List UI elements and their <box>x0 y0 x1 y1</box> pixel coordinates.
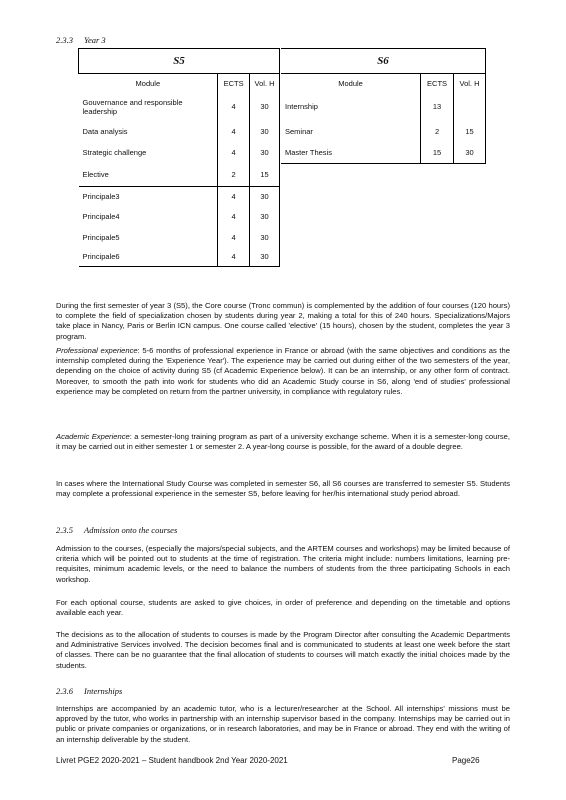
paragraph-label: Academic Experience <box>56 432 130 441</box>
s5-vol: 30 <box>250 92 280 121</box>
s5-vol: 30 <box>250 227 280 248</box>
s5-header-vol: Vol. H <box>250 74 280 93</box>
paragraph-core-course: During the first semester of year 3 (S5), the Core course (Tronc commun) is complemented by the addition of four courses (120 hours) to complete the field of specialization chosen by students during year 2, making a total for this of 240 hours. Specializations/Majors take place in Nancy, Paris or Berlin ICN campus. One course called 'elective' (15 hours), chosen by the student, completes the year 3 program. <box>56 301 510 341</box>
table-row <box>79 142 280 163</box>
paragraph-academic-experience <box>56 432 510 452</box>
s5-module: Strategic challenge <box>82 148 147 157</box>
s5-vol: 30 <box>250 186 280 206</box>
s5-header-module: Module <box>135 78 161 88</box>
section-heading-admission <box>56 525 177 535</box>
table-row <box>79 186 280 206</box>
s6-ects: 2 <box>421 121 454 142</box>
s5-module: Principale3 <box>79 186 218 206</box>
section-heading-year3 <box>56 35 106 45</box>
s6-module: Internship <box>285 102 318 111</box>
paragraph-text: : 5-6 months of professional experience in France or abroad (with the same objectives and conditions as the internship completed during the 'Experience Year'). The experience may be carried out during either of the two semesters of the year, depending on the choice of activity during S5 (cf Academic Experience below). It can be an internship, or any other form of contract. Moreover, to smooth the path into work for students who did an Academic Study course in S6, along 'end of studies' professional experience may be completed on return from the partner university, in compliance with regulatory rules. <box>56 346 510 396</box>
s5-module: Principale5 <box>82 233 120 242</box>
s5-vol: 30 <box>250 142 280 163</box>
table-row <box>281 142 486 163</box>
s6-vol: 30 <box>454 142 486 163</box>
footer-page-number: Page26 <box>452 756 480 765</box>
table-row <box>79 163 280 186</box>
s5-ects: 4 <box>218 121 250 142</box>
s6-module: Master Thesis <box>281 142 421 163</box>
s5-vol: 30 <box>250 121 280 142</box>
footer-left: Livret PGE2 2020-2021 – Student handbook 2nd Year 2020-2021 <box>56 756 288 765</box>
section-title: Admission onto the courses <box>84 525 178 535</box>
s5-vol: 30 <box>250 206 280 227</box>
s5-ects: 4 <box>218 142 250 163</box>
s5-ects: 4 <box>218 206 250 227</box>
section-number: 2.3.6 <box>56 686 73 696</box>
table-row <box>281 121 486 142</box>
s5-vol: 15 <box>250 163 280 186</box>
s5-module: Gouvernance and responsible leadership <box>82 97 183 116</box>
s5-module: Data analysis <box>82 127 128 136</box>
s5-title: S5 <box>79 49 280 74</box>
section-title: Internships <box>84 686 123 696</box>
table-row <box>79 206 280 227</box>
table-row <box>79 121 280 142</box>
s5-header-ects: ECTS <box>218 74 250 93</box>
s6-header-module: Module <box>338 78 363 88</box>
s5-ects: 4 <box>218 227 250 248</box>
s5-table <box>78 48 280 267</box>
paragraph-label: Professional experience <box>56 346 138 355</box>
paragraph-professional-experience <box>56 346 510 397</box>
s6-ects: 13 <box>421 92 454 121</box>
paragraph-allocation: The decisions as to the allocation of students to courses is made by the Program Director after consulting the Academic Departments and Administrative Services involved. The decision becomes final and is communicated to students at least one week before the start of classes. There can be no guarantee that the final allocation of students to courses will match exactly the initial choices made by the students. <box>56 630 510 670</box>
s6-header-ects: ECTS <box>421 74 454 93</box>
section-title: Year 3 <box>84 35 106 45</box>
s6-vol <box>454 92 486 121</box>
s6-header-vol: Vol. H <box>454 74 486 93</box>
s5-ects: 4 <box>218 248 250 266</box>
s5-vol: 30 <box>250 248 280 266</box>
table-row <box>281 92 486 121</box>
s6-table <box>281 48 486 164</box>
paragraph-international-study: In cases where the International Study Course was completed in semester S6, all S6 courses are transferred to semester S5. Students may complete a professional experience in the semester S5, before leaving for her/his international study period abroad. <box>56 479 510 499</box>
s6-module: Seminar <box>285 127 313 136</box>
table-row <box>79 227 280 248</box>
paragraph-optional-course: For each optional course, students are asked to give choices, in order of preference and depending on the timetable and options available each year. <box>56 598 510 618</box>
s5-ects: 2 <box>218 163 250 186</box>
paragraph-admission: Admission to the courses, (especially the majors/special subjects, and the ARTEM courses and workshops) may be limited because of criteria which will be pointed out to students at the time of registration. The criteria might include: numbers limitations, learning pre-requisites, minimum academic levels, or the need to balance the numbers of students from the three participating Schools in each workshop. <box>56 544 510 584</box>
s5-module: Principale6 <box>79 248 218 266</box>
s6-vol: 15 <box>454 121 486 142</box>
table-row <box>79 92 280 121</box>
table-row <box>79 248 280 266</box>
s5-module: Principale4 <box>82 212 120 221</box>
s5-module: Elective <box>82 169 109 179</box>
section-heading-internships <box>56 686 122 696</box>
s5-ects: 4 <box>218 186 250 206</box>
s6-title: S6 <box>281 49 486 74</box>
paragraph-internships: Internships are accompanied by an academic tutor, who is a lecturer/researcher at the School. All internships' missions must be approved by the tutor, who works in partnership with an internship supervisor based in the company. Internships may be carried out in public or private companies or organizations, or in research laboratories, and may be in France or abroad. They end with the writing of an internship deliverable by the student. <box>56 704 510 744</box>
s5-ects: 4 <box>218 92 250 121</box>
section-number: 2.3.3 <box>56 35 73 45</box>
paragraph-text: : a semester-long training program as part of a university exchange scheme. When it is a semester-long course, it may be carried out in either semester 1 or semester 2. A year-long course is possible, for the award of a double degree. <box>56 432 510 452</box>
section-number: 2.3.5 <box>56 525 73 535</box>
s6-ects: 15 <box>421 142 454 163</box>
